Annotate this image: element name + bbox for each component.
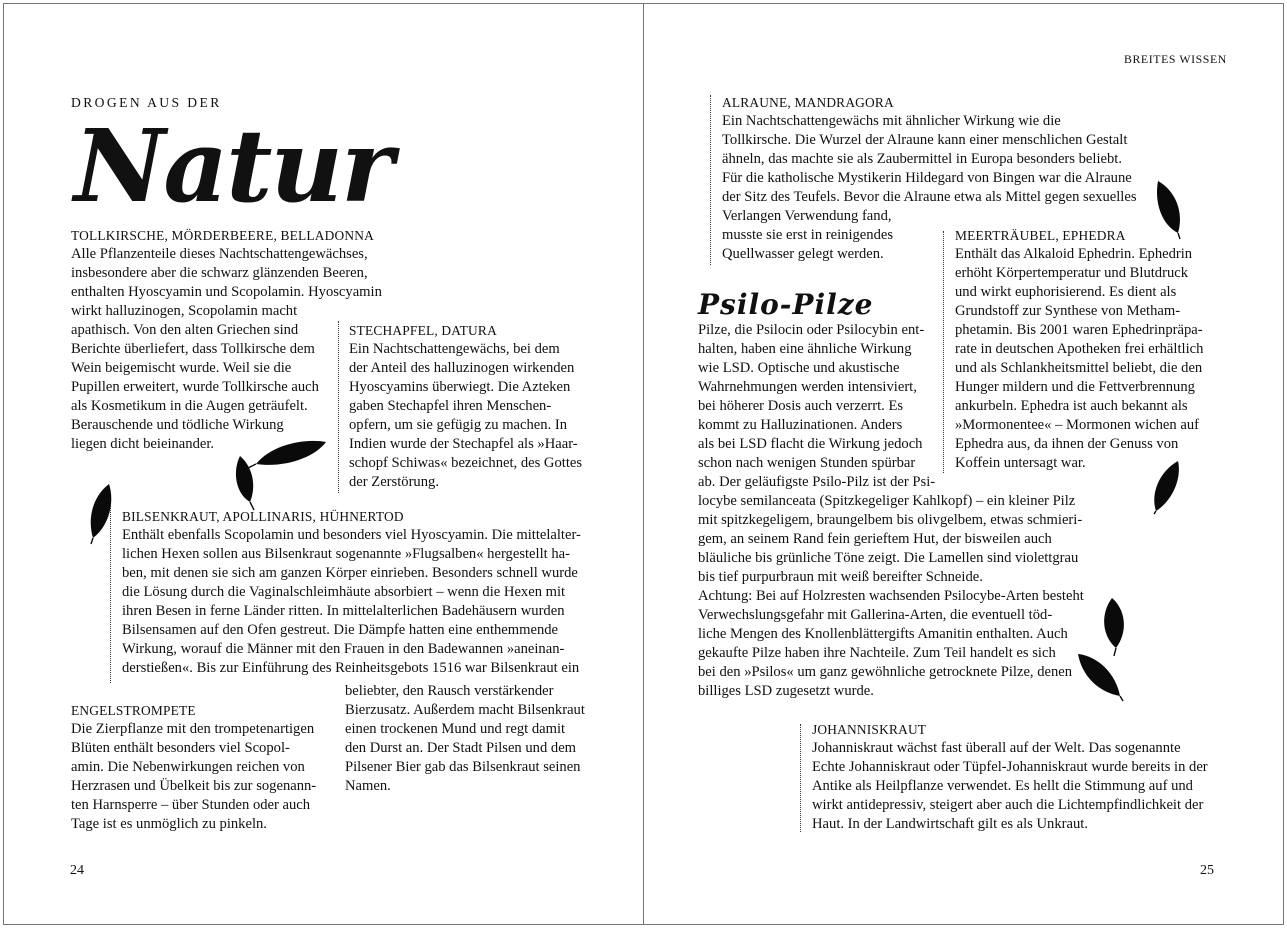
text-line: schon nach wenigen Stunden spürbar <box>698 455 916 471</box>
text-line: Hunger mildern und die Fettverbrennung <box>955 379 1195 395</box>
text-line: den Durst an. Der Stadt Pilsen und dem <box>345 740 577 756</box>
text-line: Ephedra aus, da ihnen der Genuss von <box>955 436 1179 452</box>
column-rule <box>943 231 944 473</box>
text-line: ab. Der geläufigste Psilo-Pilz ist der Psi- <box>698 474 936 490</box>
text-line: Herzrasen und Übelkeit bis zur sogenann- <box>71 778 317 794</box>
text-line: Wirkung, worauf die Männer mit den Frauen in den Badewannen »aneinan- <box>122 641 565 657</box>
text-line: der Zerstörung. <box>349 474 439 490</box>
text-line: Alle Pflanzenteile dieses Nachtschattengewächses, <box>71 246 368 262</box>
text-line: Achtung: Bei auf Holzresten wachsenden Psilocybe-Arten besteht <box>698 588 1084 604</box>
engelstrompete-heading: ENGELSTROMPETE <box>71 703 196 718</box>
text-line: Johanniskraut wächst fast überall auf der Welt. Das sogenannte <box>812 740 1181 756</box>
text-line: rate in deutschen Apotheken frei erhältlich <box>955 341 1204 357</box>
text-line: Echte Johanniskraut oder Tüpfel-Johanniskraut wurde bereits in der <box>812 759 1208 775</box>
text-line: locybe semilanceata (Spitzkegeliger Kahlkopf) – ein kleiner Pilz <box>698 493 1076 509</box>
text-line: ankurbeln. Ephedra ist auch bekannt als <box>955 398 1188 414</box>
text-line: Haut. In der Landwirtschaft gilt es als Unkraut. <box>812 816 1088 832</box>
leaf-icon <box>1076 652 1124 702</box>
psilo-text-narrow <box>698 321 938 492</box>
text-line: Verlangen Verwendung fand, <box>722 208 892 224</box>
text-line: und als Schlankheitsmittel beliebt, die den <box>955 360 1203 376</box>
leaf-icon <box>232 454 258 510</box>
text-line: Pupillen erweitert, wurde Tollkirsche auch <box>71 379 319 395</box>
text-line: als bei LSD flacht die Wirkung jedoch <box>698 436 923 452</box>
page-number: 24 <box>70 863 84 878</box>
bilsenkraut-continuation <box>345 682 605 796</box>
text-line: phetamin. Bis 2001 waren Ephedrinpräpa- <box>955 322 1203 338</box>
text-line: billiges LSD zugesetzt wurde. <box>698 683 874 699</box>
psilo-title: Psilo-Pilze <box>698 288 874 321</box>
running-head: BREITES WISSEN <box>1124 52 1227 66</box>
stechapfel-heading: STECHAPFEL, DATURA <box>349 323 497 338</box>
text-line: Bierzusatz. Außerdem macht Bilsenkraut <box>345 702 585 718</box>
text-line: bläuliche bis grünliche Töne zeigt. Die Lamellen sind violettgrau <box>698 550 1079 566</box>
text-line: liche Mengen des Knollenblättergifts Amanitin enthalten. Auch <box>698 626 1068 642</box>
text-line: als Kosmetikum in die Augen geträufelt. <box>71 398 308 414</box>
leaf-icon <box>87 482 115 544</box>
leaf-icon <box>254 436 329 470</box>
engelstrompete-block <box>71 701 336 834</box>
text-line: gaben Stechapfel ihren Menschen- <box>349 398 552 414</box>
text-line: und wirkt euphorisierend. Es dient als <box>955 284 1177 300</box>
page-number: 25 <box>1200 863 1214 878</box>
text-line: Antike als Heilpflanze verwendet. Es hellt die Stimmung auf und <box>812 778 1193 794</box>
bilsenkraut-heading: BILSENKRAUT, APOLLINARIS, HÜHNERTOD <box>122 509 404 524</box>
text-line: bis tief purpurbraun mit weiß bereifter Schneide. <box>698 569 983 585</box>
left-page <box>3 3 644 925</box>
psilo-text-wide <box>698 492 1098 701</box>
bilsenkraut-block <box>122 507 602 678</box>
text-line: opfern, um sie gefügig zu machen. In <box>349 417 568 433</box>
meertraeubel-block <box>955 226 1235 473</box>
stechapfel-block <box>349 321 604 492</box>
text-line: bei höherer Dosis auch verzerrt. Es <box>698 398 904 414</box>
johanniskraut-heading: JOHANNISKRAUT <box>812 722 927 737</box>
text-line: Namen. <box>345 778 391 794</box>
text-line: kommt zu Halluzinationen. Anders <box>698 417 903 433</box>
text-line: wirkt halluzinogen, Scopolamin macht <box>71 303 298 319</box>
text-line: mit spitzkegeligem, braungelbem bis olivgelbem, etwas schmieri- <box>698 512 1083 528</box>
text-line: lichen Hexen sollen aus Bilsenkraut sogenannte »Flugsalben« hergestellt ha- <box>122 546 570 562</box>
text-line: ten Harnsperre – über Stunden oder auch <box>71 797 311 813</box>
text-line: apathisch. Von den alten Griechen sind <box>71 322 299 338</box>
text-line: die Lösung durch die Vaginalschleimhäute absorbiert – wenn die Hexen mit <box>122 584 566 600</box>
text-line: ähneln, das machte sie als Zaubermittel in Europa besonders beliebt. <box>722 151 1122 167</box>
text-line: Für die katholische Mystikerin Hildegard von Bingen war die Alraune <box>722 170 1132 186</box>
leaf-icon <box>1100 596 1128 656</box>
text-line: Koffein untersagt war. <box>955 455 1086 471</box>
text-line: Berauschende und tödliche Wirkung <box>71 417 284 433</box>
text-line: beliebter, den Rausch verstärkender <box>345 683 554 699</box>
text-line: wirkt antidepressiv, steigert aber auch die Lichtempfindlichkeit der <box>812 797 1204 813</box>
text-line: Enthält das Alkaloid Ephedrin. Ephedrin <box>955 246 1193 262</box>
text-line: Pilze, die Psilocin oder Psilocybin ent- <box>698 322 925 338</box>
text-line: Hyoscyamins überwiegt. Die Azteken <box>349 379 571 395</box>
text-line: ben, mit denen sie sich am ganzen Körper einrieben. Besonders schnell wurde <box>122 565 578 581</box>
text-line: halten, haben eine ähnliche Wirkung <box>698 341 912 357</box>
section-title: Natur <box>74 107 392 225</box>
section-kicker: DROGEN AUS DER <box>71 95 222 110</box>
text-line: »Mormonentee« – Mormonen wichen auf <box>955 417 1199 433</box>
right-page <box>643 3 1284 925</box>
text-line: Berichte überliefert, dass Tollkirsche dem <box>71 341 315 357</box>
tollkirsche-heading: TOLLKIRSCHE, MÖRDERBEERE, BELLADONNA <box>71 228 375 243</box>
text-line: der Anteil des halluzinogen wirkenden <box>349 360 575 376</box>
column-rule <box>710 95 711 265</box>
text-line: liegen dicht beieinander. <box>71 436 215 452</box>
leaf-icon <box>1150 459 1182 514</box>
text-line: Bilsensamen auf den Ofen gestreut. Die Dämpfe hatten eine enthemmende <box>122 622 559 638</box>
text-line: Ein Nachtschattengewächs, bei dem <box>349 341 560 357</box>
column-rule <box>800 724 801 832</box>
text-line: Wein beigemischt wurde. Weil sie die <box>71 360 292 376</box>
text-line: Wahrnehmungen werden intensiviert, <box>698 379 917 395</box>
text-line: insbesondere aber die schwarz glänzenden Beeren, <box>71 265 368 281</box>
text-line: Pilsener Bier gab das Bilsenkraut seinen <box>345 759 581 775</box>
text-line: Quellwasser gelegt werden. <box>722 246 884 262</box>
text-line: schopf Schiwas« bezeichnet, des Gottes <box>349 455 583 471</box>
text-line: Tage ist es unmöglich zu pinkeln. <box>71 816 267 832</box>
meertraeubel-text <box>955 245 1235 473</box>
leaf-icon <box>1154 179 1184 239</box>
alraune-heading: ALRAUNE, MANDRAGORA <box>722 95 894 110</box>
johanniskraut-text <box>812 739 1232 834</box>
text-line: enthalten Hyoscyamin und Scopolamin. Hyoscyamin <box>71 284 382 300</box>
column-rule <box>338 321 339 493</box>
text-line: musste sie erst in reinigendes <box>722 227 894 243</box>
text-line: der Sitz des Teufels. Bevor die Alraune etwa als Mittel gegen sexuelles <box>722 189 1137 205</box>
text-line: amin. Die Nebenwirkungen reichen von <box>71 759 305 775</box>
johanniskraut-block <box>812 720 1232 834</box>
text-line: gem, an seinem Rand fein gerieftem Hut, der bisweilen auch <box>698 531 1052 547</box>
text-line: Ein Nachtschattengewächs mit ähnlicher Wirkung wie die <box>722 113 1061 129</box>
text-line: Grundstoff zur Synthese von Metham- <box>955 303 1181 319</box>
text-line: Tollkirsche. Die Wurzel der Alraune kann einer menschlichen Gestalt <box>722 132 1128 148</box>
text-line: ihren Besen in ferne Länder ritten. In mittelalterlichen Badehäusern wurden <box>122 603 565 619</box>
text-line: einen trockenen Mund und regt damit <box>345 721 566 737</box>
stechapfel-text <box>349 340 604 492</box>
text-line: bei den »Psilos« um ganz gewöhnliche getrocknete Pilze, denen <box>698 664 1073 680</box>
text-line: gekaufte Pilze haben ihre Nachteile. Zum Teil handelt es sich <box>698 645 1056 661</box>
engelstrompete-text <box>71 720 336 834</box>
text-line: derstießen«. Bis zur Einführung des Reinheitsgebots 1516 war Bilsenkraut ein <box>122 660 580 676</box>
text-line: Blüten enthält besonders viel Scopol- <box>71 740 290 756</box>
text-line: erhöht Körpertemperatur und Blutdruck <box>955 265 1189 281</box>
text-line: Die Zierpflanze mit den trompetenartigen <box>71 721 315 737</box>
text-line: Enthält ebenfalls Scopolamin und besonders viel Hyoscyamin. Die mittelalter- <box>122 527 581 543</box>
text-line: Verwechslungsgefahr mit Gallerina-Arten, die eventuell töd- <box>698 607 1053 623</box>
meertraeubel-heading: MEERTRÄUBEL, EPHEDRA <box>955 228 1126 243</box>
text-line: Indien wurde der Stechapfel als »Haar- <box>349 436 578 452</box>
bilsenkraut-text <box>122 526 602 678</box>
text-line: wie LSD. Optische und akustische <box>698 360 900 376</box>
